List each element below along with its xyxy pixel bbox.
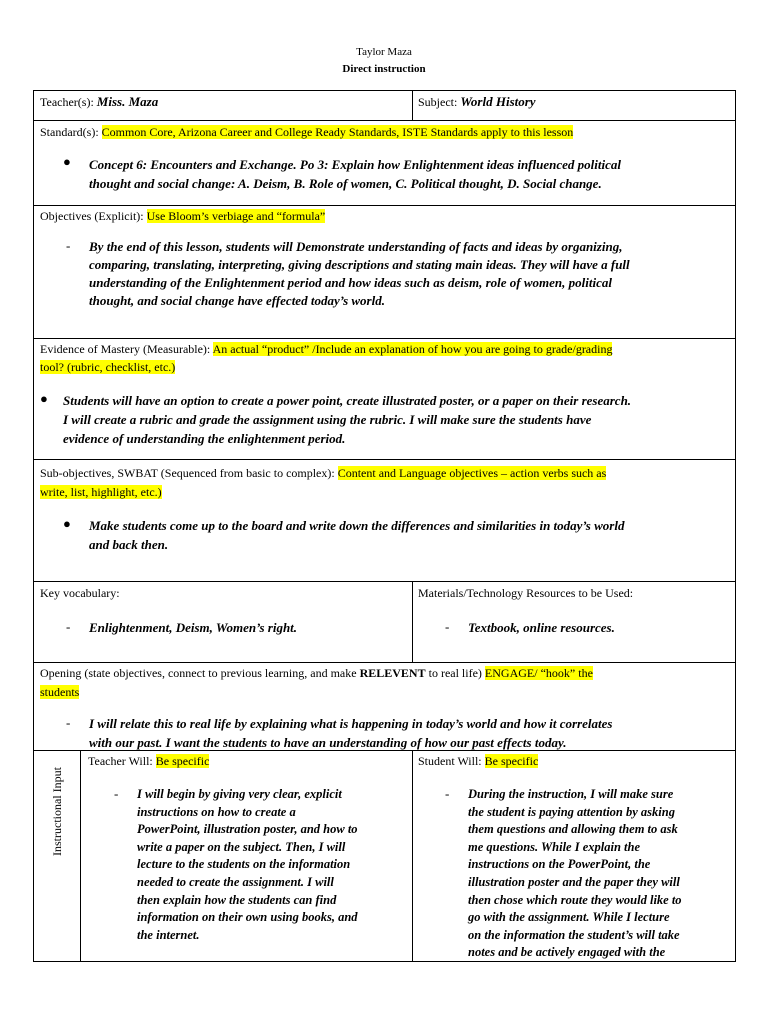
instruction-line: needed to create the assignment. I will [137, 875, 334, 889]
standards-label: Standard(s): Common Core, Arizona Career and College Ready Standards, ISTE Standards apply to this lesson [40, 125, 574, 139]
row-divider [33, 662, 736, 663]
vocabulary-item: Enlightenment, Deism, Women’s right. [89, 620, 298, 635]
instruction-line: the student is paying attention by asking [468, 804, 675, 819]
materials-item: Textbook, online resources. [468, 620, 615, 635]
materials-label: Materials/Technology Resources to be Used: [418, 586, 634, 600]
instructional-input-label: Instructional Input [50, 767, 64, 856]
bullet-icon: ● [63, 154, 71, 169]
opening-line: with our past. I want the students to have an understanding of how our past effects today. [89, 735, 567, 750]
dash-icon: - [66, 619, 71, 634]
evidence-hint: An actual “product” /Include an explanation of how you are going to grade/grading [212, 342, 613, 356]
vocabulary-label: Key vocabulary: [40, 586, 120, 600]
subobjectives-label: Sub-objectives, SWBAT (Sequenced from basic to complex): Content and Language objectives – action verbs such as [40, 466, 607, 480]
dash-icon: - [66, 715, 71, 730]
author-name: Taylor Maza [356, 46, 412, 58]
instruction-line: go with the assignment. While I lecture [468, 910, 670, 925]
column-divider [80, 750, 81, 962]
evidence-label: Evidence of Mastery (Measurable): An actual “product” /Include an explanation of how you are going to grade/grading [40, 342, 613, 356]
instruction-line: instructions on how to create a [137, 804, 296, 819]
student-will-label: Student Will: Be specific [418, 754, 539, 768]
row-divider [33, 120, 736, 121]
dash-icon: - [66, 238, 71, 253]
instruction-line: lecture to the students on the information [137, 857, 351, 872]
instruction-line: on the information the student’s will take [468, 927, 680, 942]
column-divider [412, 90, 413, 120]
row-divider [33, 581, 736, 582]
subobjectives-hint-cont: write, list, highlight, etc.) [40, 485, 162, 499]
opening-hint: ENGAGE/ “hook” the [484, 666, 593, 680]
objectives-line: By the end of this lesson, students will Demonstrate understanding of facts and ideas by organizing, [89, 239, 623, 254]
opening-label: Opening (state objectives, connect to previous learning, and make RELEVENT to real life) ENGAGE/ “hook” the [40, 666, 593, 680]
instruction-line: During the instruction, I will make sure [468, 787, 674, 801]
opening-line: I will relate this to real life by explaining what is happening in today’s world and how it correlates [89, 716, 613, 731]
standards-hint: Common Core, Arizona Career and College Ready Standards, ISTE Standards apply to this lesson [101, 125, 574, 139]
instruction-line: PowerPoint, illustration poster, and how to [137, 822, 358, 837]
instruction-line: then explain how the students can find [137, 892, 337, 907]
objectives-label: Objectives (Explicit): Use Bloom’s verbiage and “formula” [40, 209, 326, 223]
column-divider [412, 581, 413, 662]
subobjectives-hint: Content and Language objectives – action verbs such as [337, 466, 607, 480]
subobjectives-line: Make students come up to the board and write down the differences and similarities in today’s world [89, 518, 625, 533]
instruction-line: them questions and allowing them to ask [468, 822, 678, 837]
teacher-field: Teacher(s): Miss. Maza [40, 94, 159, 109]
dash-icon: - [445, 619, 450, 634]
instruction-line: instructions on the PowerPoint, the [468, 857, 651, 872]
instruction-line: then chose which route they would like to [468, 892, 682, 907]
instruction-line: illustration poster and the paper they will [468, 875, 680, 889]
teacher-will-hint: Be specific [155, 754, 210, 768]
row-divider [33, 338, 736, 339]
evidence-hint-cont: tool? (rubric, checklist, etc.) [40, 360, 176, 374]
row-divider [33, 459, 736, 460]
standards-line: Concept 6: Encounters and Exchange. Po 3: Explain how Enlightenment ideas influenced political [89, 157, 621, 172]
evidence-line: I will create a rubric and grade the assignment using the rubric. I will make sure the students have [63, 412, 592, 427]
instruction-line: write a paper on the subject. Then, I will [137, 839, 346, 854]
instruction-line: I will begin by giving very clear, explicit [137, 787, 342, 801]
row-divider [33, 205, 736, 206]
objectives-hint: Use Bloom’s verbiage and “formula” [146, 209, 326, 223]
dash-icon: - [445, 786, 450, 801]
opening-hint-cont: students [40, 685, 80, 699]
subject-field: Subject: World History [418, 94, 536, 109]
standards-line: thought and social change: A. Deism, B. Role of women, C. Political thought, D. Social change. [89, 176, 602, 191]
instruction-line: me questions. While I explain the [468, 839, 641, 854]
column-divider [412, 750, 413, 962]
teacher-value: Miss. Maza [96, 94, 159, 109]
subobjectives-line: and back then. [89, 537, 169, 552]
objectives-line: understanding of the Enlightenment period and how ideas such as deism, role of women, political [89, 275, 612, 290]
bullet-icon: ● [63, 516, 71, 531]
student-will-hint: Be specific [484, 754, 539, 768]
instruction-line: the internet. [137, 927, 200, 942]
document-title: Direct instruction [342, 63, 426, 75]
subject-value: World History [460, 94, 536, 109]
dash-icon: - [114, 786, 119, 801]
objectives-line: comparing, translating, interpreting, giving descriptions and stating main ideas. They will have a full [89, 257, 630, 272]
evidence-line: evidence of understanding the enlightenment period. [63, 431, 346, 446]
evidence-line: Students will have an option to create a power point, create illustrated poster, or a paper on their research. [63, 393, 632, 408]
instruction-line: information on their own using books, and [137, 910, 358, 925]
bullet-icon: ● [40, 391, 48, 406]
objectives-line: thought, and social change have effected today’s world. [89, 293, 385, 308]
teacher-will-label: Teacher Will: Be specific [88, 754, 210, 768]
instruction-line: notes and be actively engaged with the [468, 945, 666, 960]
